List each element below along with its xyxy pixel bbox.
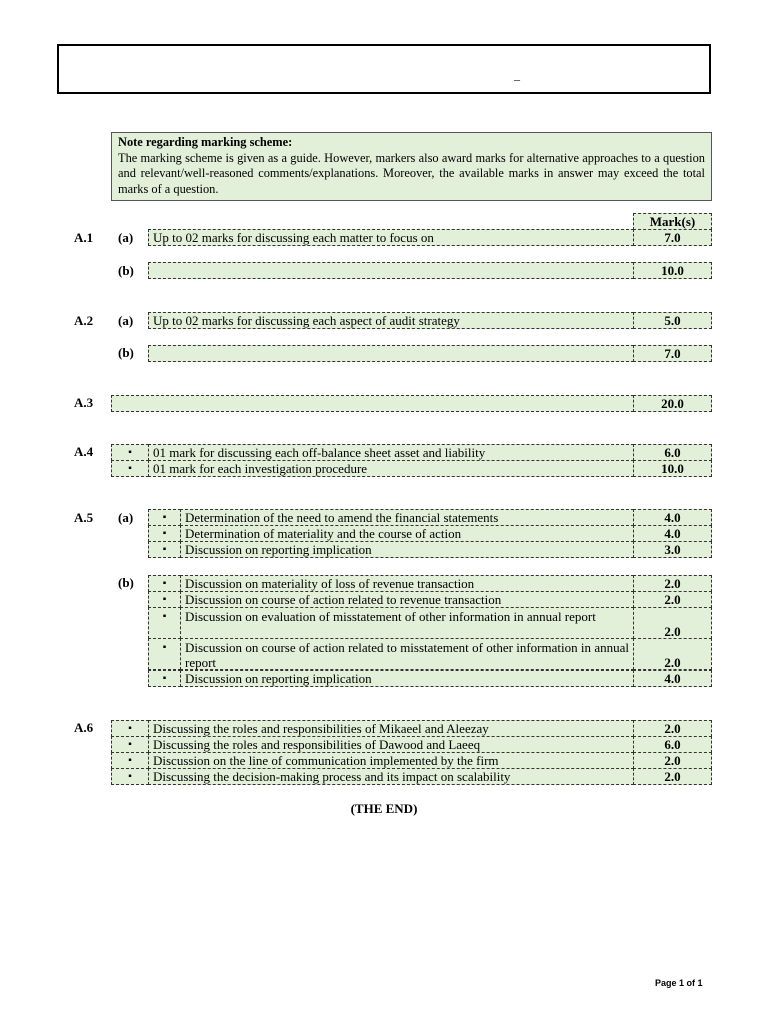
answer-text: Discussion on reporting implication (180, 670, 634, 687)
answer-mark: 20.0 (633, 395, 712, 412)
answer-text (111, 395, 634, 412)
answer-mark: 2.0 (633, 575, 712, 592)
answer-mark: 2.0 (633, 638, 712, 670)
question-label: A.5 (74, 510, 94, 525)
answer-mark: 2.0 (633, 607, 712, 639)
bullet-icon: ▪ (148, 525, 181, 542)
answer-text: Discussion on course of action related to revenue transaction (180, 591, 634, 608)
part-label: (a) (118, 230, 134, 245)
answer-text: Discussion on materiality of loss of revenue transaction (180, 575, 634, 592)
bullet-icon: ▪ (148, 638, 181, 670)
bullet-icon: ▪ (111, 736, 149, 753)
answer-text: Discussion on reporting implication (180, 541, 634, 558)
answer-mark: 4.0 (633, 670, 712, 687)
answer-mark: 4.0 (633, 525, 712, 542)
bullet-icon: ▪ (148, 509, 181, 526)
question-label: A.1 (74, 230, 94, 245)
answer-mark: 3.0 (633, 541, 712, 558)
answer-mark: 4.0 (633, 509, 712, 526)
answer-text: 01 mark for each investigation procedure (148, 460, 634, 477)
answer-text: Discussing the decision-making process and its impact on scalability (148, 768, 634, 785)
bullet-icon: ▪ (111, 460, 149, 477)
bullet-icon: ▪ (148, 575, 181, 592)
end-text: (THE END) (350, 801, 418, 816)
bullet-icon: ▪ (148, 541, 181, 558)
answer-text: Discussion on course of action related to misstatement of other information in annual report (180, 638, 634, 670)
question-label: A.4 (74, 444, 94, 459)
bullet-icon: ▪ (111, 752, 149, 769)
answer-mark: 2.0 (633, 768, 712, 785)
marks-column-header: Mark(s) (633, 213, 712, 230)
answer-mark: 7.0 (633, 229, 712, 246)
bullet-icon: ▪ (148, 607, 181, 639)
bullet-icon: ▪ (111, 444, 149, 461)
page-number: Page 1 of 1 (655, 978, 703, 988)
answer-text: Determination of materiality and the course of action (180, 525, 634, 542)
note-text: The marking scheme is given as a guide. However, markers also award marks for alternative approaches to a question and relevant/well-reasoned comments/explanations. Moreover, the available marks in answer may exceed the total marks of a question. (118, 150, 705, 196)
answer-mark: 10.0 (633, 262, 712, 279)
question-label: A.3 (74, 395, 94, 410)
answer-mark: 2.0 (633, 752, 712, 769)
answer-mark: 6.0 (633, 736, 712, 753)
part-label: (a) (118, 510, 134, 525)
answer-mark: 2.0 (633, 591, 712, 608)
answer-mark: 10.0 (633, 460, 712, 477)
answer-text (148, 345, 634, 362)
bullet-icon: ▪ (111, 720, 149, 737)
header-box (57, 44, 711, 94)
answer-mark: 2.0 (633, 720, 712, 737)
header-mark: _ (514, 68, 520, 82)
answer-text: Determination of the need to amend the financial statements (180, 509, 634, 526)
part-label: (b) (118, 263, 134, 278)
marking-note (111, 132, 712, 201)
question-label: A.2 (74, 313, 94, 328)
answer-text: Up to 02 marks for discussing each matter to focus on (148, 229, 634, 246)
note-title: Note regarding marking scheme: (118, 135, 293, 149)
answer-text: Discussion on evaluation of misstatement of other information in annual report (180, 607, 634, 639)
answer-text: Discussion on the line of communication implemented by the firm (148, 752, 634, 769)
part-label: (b) (118, 575, 134, 590)
bullet-icon: ▪ (148, 670, 181, 687)
answer-mark: 6.0 (633, 444, 712, 461)
question-label: A.6 (74, 720, 94, 735)
part-label: (b) (118, 345, 134, 360)
part-label: (a) (118, 313, 134, 328)
bullet-icon: ▪ (111, 768, 149, 785)
answer-text (148, 262, 634, 279)
answer-text: Up to 02 marks for discussing each aspect of audit strategy (148, 312, 634, 329)
bullet-icon: ▪ (148, 591, 181, 608)
answer-text: Discussing the roles and responsibilities of Mikaeel and Aleezay (148, 720, 634, 737)
answer-mark: 7.0 (633, 345, 712, 362)
answer-text: Discussing the roles and responsibilities of Dawood and Laeeq (148, 736, 634, 753)
answer-mark: 5.0 (633, 312, 712, 329)
answer-text: 01 mark for discussing each off-balance sheet asset and liability (148, 444, 634, 461)
